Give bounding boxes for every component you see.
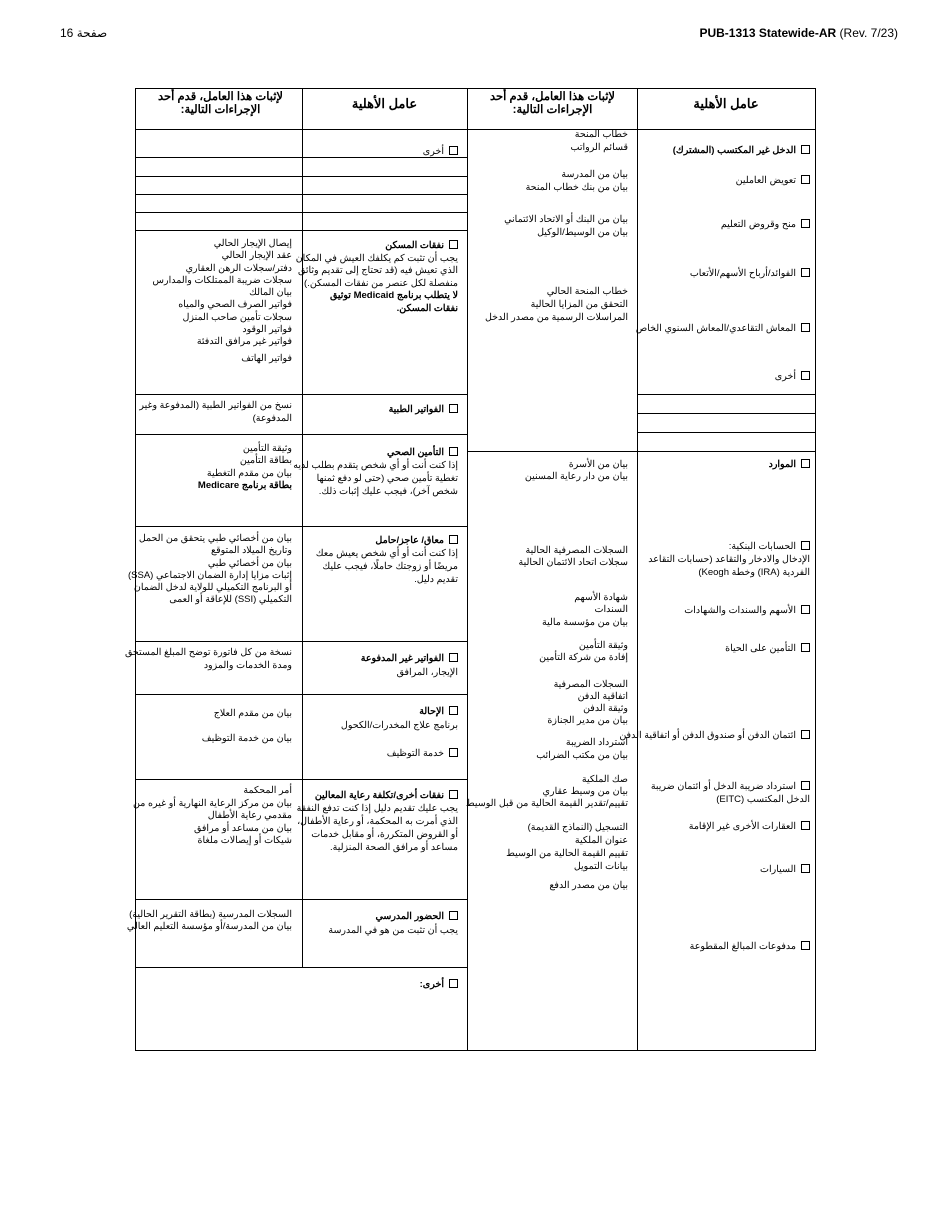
col-header-factor: عامل الأهلية: [693, 96, 759, 111]
factor-other-final[interactable]: أخرى:: [420, 979, 458, 991]
checkbox[interactable]: [801, 459, 810, 468]
proof-disabled: بيان من أخصائي طبي يتحقق من الحمل وتاريخ الميلاد المتوقع بيان من أخصائي طبي إثبات مزايا إدارة الضمان الاجتماعي (SSA) أو البرنامج التكميلي للولاية لدخل الضمان التكميلي (SSI) للإعاقة أو العمى: [127, 533, 292, 606]
proof-health: وثيقة التأمين بطاقة التأمين بيان من مقدم التغطية بطاقة برنامج Medicare: [197, 443, 292, 491]
checkbox[interactable]: [449, 979, 458, 988]
factor-housing[interactable]: نفقات المسكن يجب أن تثبت كم يكلفك العيش في المكان الذي تعيش فيه (قد تحتاج إلى تقديم وثائق منفصلة لكل عنصر من نفقات المسكن.) لا يتطلب برنامج Medicaid توثيق نفقات المسكن.: [295, 240, 458, 314]
factor-disabled-pregnant[interactable]: معاق/ عاجز/حامل إذا كنت أنت أو أي شخص يعيش معك مريضًا أو زوجتك حاملًا، فيجب عليك تقديم دليل.: [315, 535, 458, 585]
factor-burial[interactable]: ائتمان الدفن أو صندوق الدفن أو اتفاقية الدفن: [619, 730, 810, 742]
factor-medical-bills[interactable]: الفواتير الطبية: [389, 404, 458, 416]
checkbox[interactable]: [449, 535, 458, 544]
checkbox[interactable]: [801, 864, 810, 873]
checkbox[interactable]: [449, 706, 458, 715]
factor-retirement[interactable]: المعاش التقاعدي/المعاش السنوي الخاص: [636, 323, 810, 335]
checkbox[interactable]: [801, 175, 810, 184]
factor-tax-refund[interactable]: استرداد ضريبة الدخل أو ائتمان ضريبة الدخل المكتسب (EITC): [650, 781, 810, 805]
proof-school: السجلات المدرسية (بطاقة التقرير الحالية) بيان من المدرسة/أو مؤسسة التعليم العالي: [126, 909, 292, 932]
checkbox[interactable]: [449, 748, 458, 757]
factor-referral[interactable]: الإحالة برنامج علاج المخدرات/الكحول: [340, 706, 458, 731]
checkbox[interactable]: [801, 268, 810, 277]
factor-employment-service[interactable]: خدمة التوظيف: [387, 748, 458, 760]
checkbox[interactable]: [801, 371, 810, 380]
factor-unearned-income[interactable]: الدخل غير المكتسب (المشترك): [673, 145, 810, 157]
checkbox[interactable]: [801, 821, 810, 830]
factor-real-estate[interactable]: العقارات الأخرى غير الإقامة: [689, 821, 810, 833]
factor-bank-accounts[interactable]: الحسابات البنكية: الإدخال والادخار والتقاعد (حسابات التقاعد الفردية (IRA) وخطة Keogh): [648, 541, 810, 578]
factor-resources[interactable]: الموارد: [769, 459, 810, 471]
checkbox[interactable]: [449, 911, 458, 920]
factor-lump-sum[interactable]: مدفوعات المبالغ المقطوعة: [690, 941, 810, 953]
proof-medical: نسخ من الفواتير الطبية (المدفوعة وغير المدفوعة): [139, 400, 292, 424]
checkbox[interactable]: [801, 219, 810, 228]
checkbox[interactable]: [801, 323, 810, 332]
proof-referral: بيان من مقدم العلاج بيان من خدمة التوظيف: [201, 708, 292, 744]
publication-id: [699, 26, 898, 40]
proof-dependent: أمر المحكمة بيان من مركز الرعاية النهارية أو غيره من مقدمي رعاية الأطفال بيان من مساعد أو مرافق شيكات أو إيصالات ملغاة: [133, 785, 292, 846]
proof-housing: إيصال الإيجار الحالي عقد الإيجار الحالي دفتر/سجلات الرهن العقاري سجلات ضريبة الممتلكات والمدارس بيان المالك فواتير الصرف الصحي والمياه سجلات تأمين صاحب المنزل فواتير الوقود فواتير غير مرافق التدفئة فواتير الهاتف: [152, 238, 292, 364]
checkbox[interactable]: [449, 790, 458, 799]
factor-other[interactable]: أخرى: [423, 146, 458, 158]
checkbox[interactable]: [801, 541, 810, 550]
checkbox[interactable]: [801, 941, 810, 950]
page-number: صفحة 16: [60, 26, 108, 40]
factor-education[interactable]: منح وقروض التعليم: [721, 219, 810, 231]
factor-interest[interactable]: الفوائد/أرباح الأسهم/الأتعاب: [690, 268, 810, 280]
factor-cars[interactable]: السيارات: [760, 864, 810, 876]
factor-dependent-care[interactable]: نفقات أخرى/تكلفة رعاية المعالين يجب عليك تقديم دليل إذا كنت تدفع النفقة الذي أمرت به المحكمة، أو رعاية الأطفال، أو القروض المتكررة، أو مقابل خدمات مساعد أو مرافق الصحة المنزلية.: [296, 790, 458, 853]
factor-workers-comp[interactable]: تعويض العاملين: [736, 175, 810, 187]
pub-code: PUB-1313 Statewide-AR: [699, 26, 837, 40]
checkbox[interactable]: [801, 643, 810, 652]
proof-unpaid: نسخة من كل فاتورة توضح المبلغ المستحق ومدة الخدمات والمزود: [124, 647, 292, 671]
factor-unpaid-bills[interactable]: الفواتير غير المدفوعة الإيجار، المرافق: [360, 653, 458, 678]
factor-other-income[interactable]: أخرى: [775, 371, 810, 383]
factor-school-attendance[interactable]: الحضور المدرسي يجب أن تثبت من هو في المدرسة: [328, 911, 458, 936]
checkbox[interactable]: [801, 781, 810, 790]
checkbox[interactable]: [449, 447, 458, 456]
checkbox[interactable]: [449, 404, 458, 413]
document-page: صفحة 16 PUB-1313 Statewide-AR (Rev. 7/23) عامل الأهلية لإثبات هذا العامل، قدم أحد الإجراءات التالية: عامل الأهلية لإثبات هذا العامل، قدم أحد الإجراءات التالية: الدخل غير المكتسب (المشترك) تعويض العاملين منح وقروض التعليم الفوائد/أرباح الأسهم/الأتعاب المعاش التقاعدي/المعاش السنوي الخاص أخرى الموارد الحسابات البنكية: الإدخال والادخار والتقاعد (حسابات التقاعد الفردية (IRA) وخطة Keogh) الأسهم والسندات والشهادات التأمين على الحياة ائتمان الدفن أو صندوق الدفن أو اتفاقية الدفن استرداد ضريبة الدخل أو ائتمان ضريبة الدخل المكتسب (EITC) العقارات الأخرى غير الإقامة السيارات مدفوعات المبالغ المقطوعة خطاب المنحة قسائم الرواتب بيان من المدرسة بيان من بنك خطاب المنحة بيان من البنك أو الاتحاد الائتماني بيان من الوسيط/الوكيل خطاب المنحة الحالي التحقق من المزايا الحالية المراسلات الرسمية من مصدر الدخل بيان من الأسرة بيان من دار رعاية المسنين السجلات المصرفية الحالية سجلات اتحاد الائتمان الحالية شهادة الأسهم السندات بيان من مؤسسة مالية وثيقة التأمين إفادة من شركة التأمين السجلات المصرفية اتفاقية الدفن وثيقة الدفن بيان من مدير الجنازة استرداد الضريبة بيان من مكتب الضرائب صك الملكية بيان من وسيط عقاري تقييم/تقدير القيمة الحالية من قبل الوسيط التسجيل (النماذج القديمة) عنوان الملكية تقييم القيمة الحالية من الوسيط بيانات التمويل بيان من مصدر الدفع أخرى نفقات المسكن يجب أن تثبت كم يكلفك العيش في المكان الذي تعيش فيه (قد تحتاج إلى تقديم وثائق منفصلة لكل عنصر من نفقات المسكن.) لا يتطلب برنامج Medicaid توثيق نفقات المسكن. الفواتير الطبية التأمين الصحي إذا كنت أنت أو أي شخص يتقدم بطلب لديه تغطية تأمين صحي (حتى لو دفع ثمنها شخص آخر)، فيجب عليك إثبات ذلك. معاق/ عاجز/حامل إذا كنت أنت أو أي شخص يعيش معك مريضًا أو زوجتك حاملًا، فيجب عليك تقديم دليل. الفواتير غير المدفوعة الإيجار، المرافق الإحالة برنامج علاج المخدرات/الكحول خدمة التوظيف نفقات أخرى/تكلفة رعاية المعالين يجب عليك تقديم دليل إذا كنت تدفع النفقة الذي أمرت به المحكمة، أو رعاية الأطفال، أو القروض المتكررة، أو مقابل خدمات مساعد أو مرافق الصحة المنزلية. الحضور المدرسي يجب أن تثبت من هو في المدرسة أخرى: إيصال الإيجار الحالي عقد الإيجار الحالي دفتر/سجلات الرهن العقاري سجلات ضريبة الممتلكات والمدارس بيان المالك فواتير الصرف الصحي والمياه سجلات تأمين صاحب المنزل فواتير الوقود فواتير غير مرافق التدفئة فواتير الهاتف نسخ من الفواتير الطبية (المدفوعة وغير المدفوعة) وثيقة التأمين بطاقة التأمين بيان من مقدم التغطية بطاقة برنامج Medicare بيان من أخصائي طبي يتحقق من الحمل وتاريخ الميلاد المتوقع بيان من أخصائي طبي إثبات مزايا إدارة الضمان الاجتماعي (SSA) أو البرنامج التكميلي للولاية لدخل الضمان التكميلي (SSI) للإعاقة أو العمى نسخة من كل فاتورة توضح المبلغ المستحق ومدة الخدمات والمزود بيان من مقدم العلاج بيان من خدمة التوظيف أمر المحكمة بيان من مركز الرعاية النهارية أو غيره من مقدمي رعاية الأطفال بيان من مساعد أو مرافق شيكات أو إيصالات ملغاة السجلات المدرسية (بطاقة التقرير الحالية) بيان من المدرسة/أو مؤسسة التعليم العالي: [0, 0, 950, 1230]
revision: (Rev. 7/23): [839, 26, 898, 40]
col-header-proof: لإثبات هذا العامل، قدم أحد الإجراءات التالية:: [158, 91, 283, 116]
checkbox[interactable]: [801, 730, 810, 739]
checkbox[interactable]: [801, 145, 810, 154]
col-header-factor: عامل الأهلية: [351, 96, 418, 111]
checkbox[interactable]: [449, 146, 458, 155]
checkbox[interactable]: [449, 653, 458, 662]
factor-stocks[interactable]: الأسهم والسندات والشهادات: [684, 605, 810, 617]
checkbox[interactable]: [449, 240, 458, 249]
factor-life-insurance[interactable]: التأمين على الحياة: [725, 643, 810, 655]
col-header-proof: لإثبات هذا العامل، قدم أحد الإجراءات التالية:: [490, 91, 615, 116]
checkbox[interactable]: [801, 605, 810, 614]
factor-health-insurance[interactable]: التأمين الصحي إذا كنت أنت أو أي شخص يتقدم بطلب لديه تغطية تأمين صحي (حتى لو دفع ثمنها شخص آخر)، فيجب عليك إثبات ذلك.: [293, 447, 458, 497]
